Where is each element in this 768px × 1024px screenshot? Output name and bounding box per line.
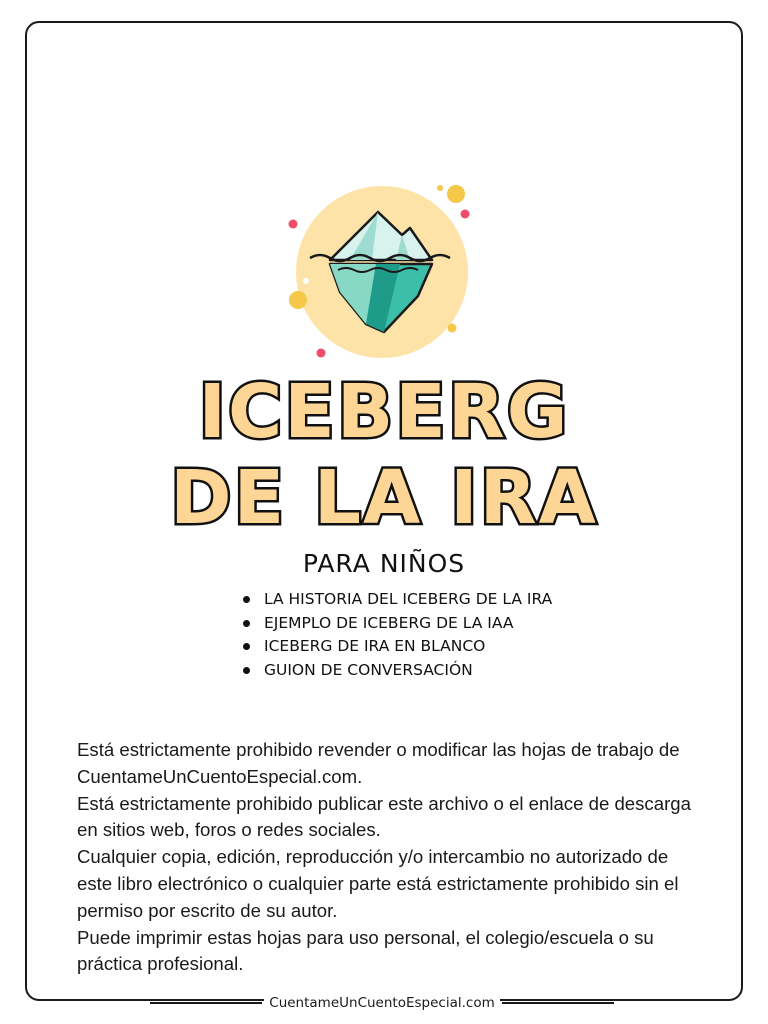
title-line-1: ICEBERG <box>198 369 570 455</box>
bullet-icon <box>243 620 250 627</box>
bullet-icon <box>243 596 250 603</box>
list-item <box>240 588 552 612</box>
bullet-icon <box>243 667 250 674</box>
list-item <box>240 612 552 636</box>
footer-website: CuentameUnCuentoEspecial.com <box>264 993 500 1013</box>
legal-paragraph: Puede imprimir estas hojas para uso personal, el colegio/escuela o su práctica profesional. <box>77 926 654 975</box>
footer-divider-left <box>150 1002 262 1004</box>
legal-paragraph: Está estrictamente prohibido publicar este archivo o el enlace de descarga en sitios web, foros o redes sociales. <box>77 792 691 841</box>
subtitle: PARA NIÑOS <box>302 549 466 578</box>
list-item-label: ICEBERG DE IRA EN BLANCO <box>264 637 486 655</box>
list-item <box>240 659 552 683</box>
legal-notice <box>77 737 707 978</box>
list-item-label: GUION DE CONVERSACIÓN <box>264 660 473 679</box>
title-line-2: DE LA IRA <box>170 455 598 541</box>
footer-divider-right <box>502 1002 614 1004</box>
legal-paragraph: Está estrictamente prohibido revender o modificar las hojas de trabajo de CuentameUnCuentoEspecial.com. <box>77 739 680 787</box>
list-item-label: EJEMPLO DE ICEBERG DE LA IAA <box>264 613 514 632</box>
iceberg-icon <box>280 180 480 360</box>
legal-paragraph: Cualquier copia, edición, reproducción y/o intercambio no autorizado de este libro electrónico o cualquier parte está estrictamente prohibido sin el permiso por escrito de su autor. <box>77 846 679 921</box>
list-item <box>240 635 552 659</box>
contents-list <box>240 588 552 682</box>
list-item-label: LA HISTORIA DEL ICEBERG DE LA IRA <box>264 590 553 608</box>
bullet-icon <box>243 643 250 650</box>
